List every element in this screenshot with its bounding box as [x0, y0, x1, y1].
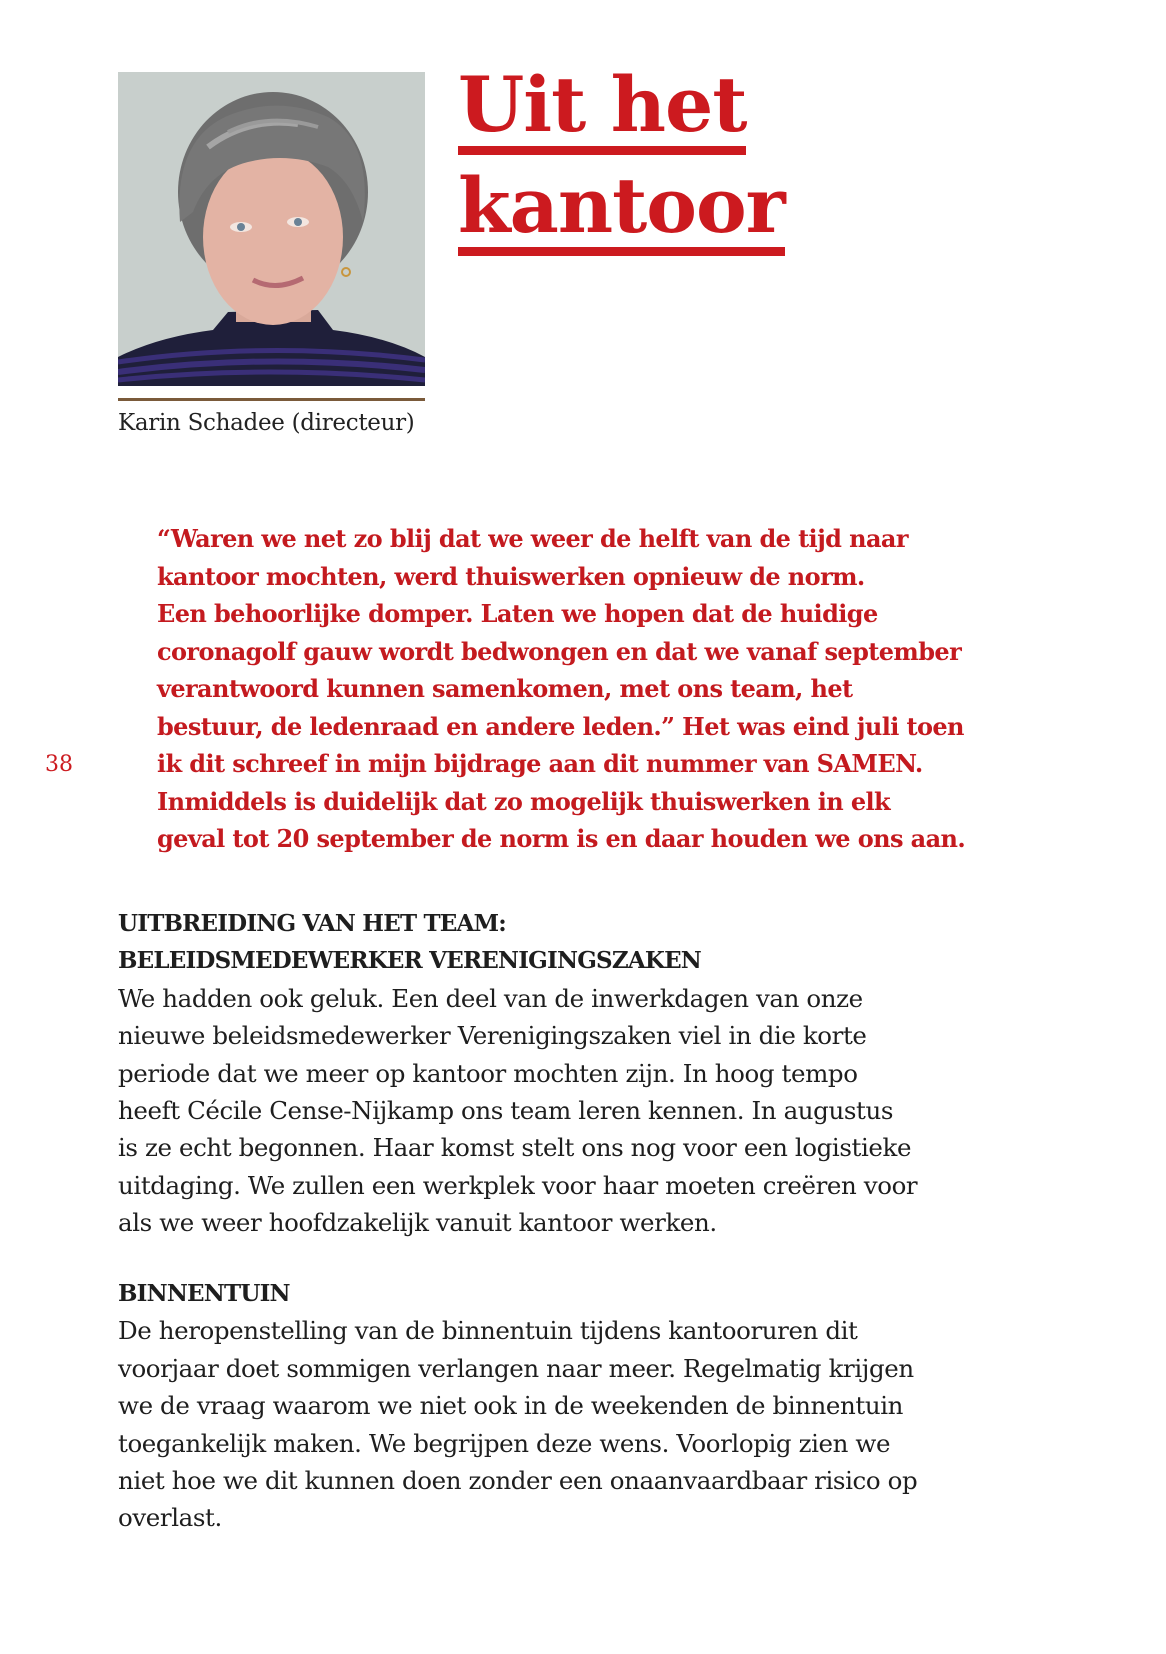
body-line: als we weer hoofdzakelijk vanuit kantoor werken.: [118, 1208, 717, 1238]
portrait-illustration: [118, 72, 425, 386]
intro-line: bestuur, de ledenraad en andere leden.” Het was eind juli toen: [157, 711, 964, 741]
intro-line: Inmiddels is duidelijk dat zo mogelijk thuiswerken in elk: [157, 786, 891, 816]
body-line: De heropenstelling van de binnentuin tijdens kantooruren dit: [118, 1316, 858, 1346]
body-line: is ze echt begonnen. Haar komst stelt ons nog voor een logistieke: [118, 1133, 912, 1163]
portrait-photo: [118, 72, 425, 386]
photo-divider: [118, 398, 425, 401]
section-heading: UITBREIDING VAN HET TEAM:: [118, 910, 506, 937]
page-title: [458, 60, 798, 262]
body-line: overlast.: [118, 1503, 222, 1533]
intro-line: ik dit schreef in mijn bijdrage aan dit nummer van SAMEN.: [157, 749, 923, 778]
section-heading: BELEIDSMEDEWERKER VERENIGINGSZAKEN: [118, 947, 702, 975]
body-line: nieuwe beleidsmedewerker Verenigingszaken viel in die korte: [118, 1021, 867, 1051]
body-line: heeft Cécile Cense-Nijkamp ons team leren kennen. In augustus: [118, 1096, 893, 1126]
intro-line: “Waren we net zo blij dat we weer de helft van de tijd naar: [157, 524, 908, 553]
title-line-2: kantoor: [458, 165, 785, 256]
section-heading: BINNENTUIN: [118, 1280, 290, 1307]
body-line: We hadden ook geluk. Een deel van de inwerkdagen van onze: [118, 983, 863, 1013]
photo-caption: Karin Schadee (directeur): [118, 410, 415, 436]
intro-quote: [157, 520, 1017, 858]
body-line: niet hoe we dit kunnen doen zonder een onaanvaardbaar risico op: [118, 1466, 918, 1496]
intro-line: coronagolf gauw wordt bedwongen en dat we vanaf september: [157, 636, 962, 666]
body-line: periode dat we meer op kantoor mochten zijn. In hoog tempo: [118, 1058, 858, 1088]
intro-line: Een behoorlijke domper. Laten we hopen dat de huidige: [157, 599, 878, 628]
body-line: voorjaar doet sommigen verlangen naar meer. Regelmatig krijgen: [118, 1353, 914, 1383]
section-team-expansion: [118, 905, 998, 1242]
body-line: we de vraag waarom we niet ook in de weekenden de binnentuin: [118, 1391, 904, 1421]
body-line: uitdaging. We zullen een werkplek voor haar moeten creëren voor: [118, 1170, 918, 1200]
title-line-1: Uit het: [458, 64, 746, 155]
intro-line: verantwoord kunnen samenkomen, met ons team, het: [157, 674, 853, 703]
body-line: toegankelijk maken. We begrijpen deze wens. Voorlopig zien we: [118, 1428, 891, 1458]
intro-line: kantoor mochten, werd thuiswerken opnieuw de norm.: [157, 561, 865, 591]
section-binnentuin: [118, 1275, 998, 1537]
page-number: 38: [45, 752, 73, 777]
intro-line: geval tot 20 september de norm is en daar houden we ons aan.: [157, 824, 966, 853]
